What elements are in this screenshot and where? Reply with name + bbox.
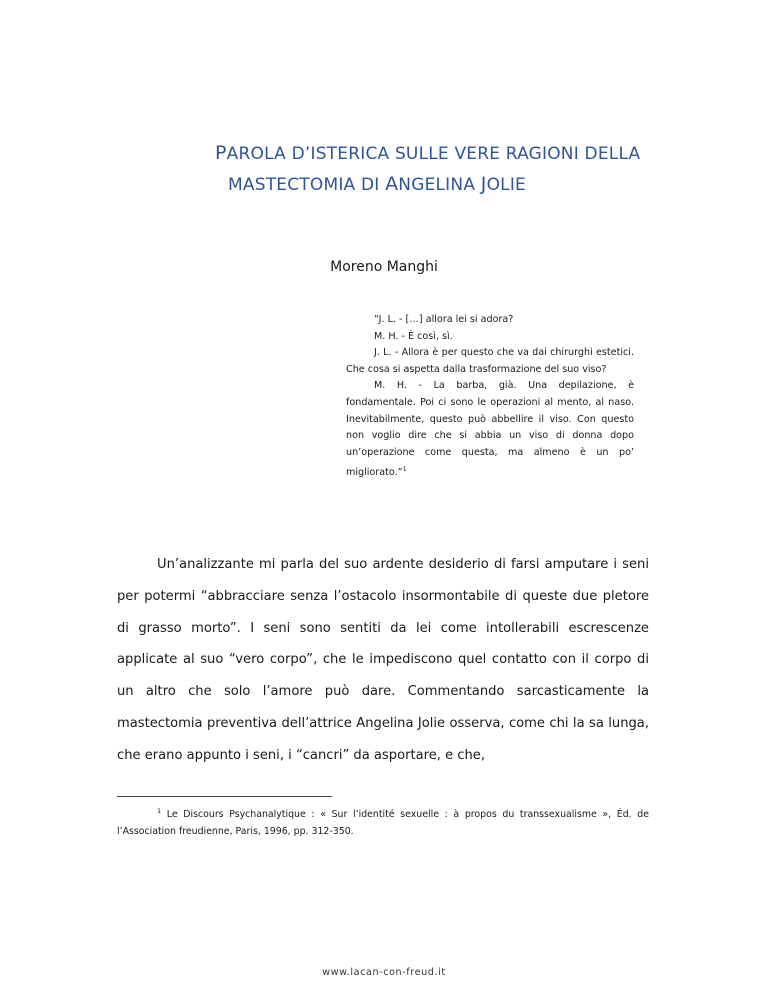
document-title <box>215 138 655 200</box>
epigraph-line: “J. L. - […] allora lei si adora? <box>374 314 514 325</box>
epigraph-quote <box>346 312 634 482</box>
footnote-separator <box>117 796 332 797</box>
epigraph-line: M. H. - È così, sì. <box>374 330 453 342</box>
body-paragraph: Un’analizzante mi parla del suo ardente desiderio di farsi amputare i seni per potermi “abbracciare senza l’ostacolo insormontabile di queste due pletore di grasso morto”. I seni sono sentiti da lei come intollerabili escrescenze applicate al suo “vero corpo”, che le impediscono quel contatto con il corpo di un altro che solo l’amore può dare. Commentando sarcasticamente la mastectomia preventiva dell’attrice Angelina Jolie osserva, come chi la sa lunga, che erano appunto i seni, i “cancri” da asportare, e che, <box>117 557 649 763</box>
author-name: Moreno Manghi <box>330 259 438 275</box>
footnote <box>117 803 649 840</box>
footnote-text: Le Discours Psychanalytique : « Sur l’identité sexuelle : à propos du transsexualisme », Éd. de l’Association freudienne, Paris, 1996, pp. 312-350. <box>117 809 649 837</box>
epigraph-line: J. L. - Allora è per questo che va dai chirurghi estetici. Che cosa si aspetta dalla trasformazione del suo viso? <box>346 347 634 375</box>
epigraph-line-last: M. H. - La barba, già. Una depilazione, è fondamentale. Poi ci sono le operazioni al mento, al naso. Inevitabilmente, questo può abbellire il viso. Con questo non voglio dire che si abbia un viso di donna dopo un’operazione come questa, ma almeno è un po’ migliorato.”$^1$ <box>346 380 634 479</box>
title-line-1: PAROLA D’ISTERICA SULLE VERE RAGIONI DELLA <box>215 142 641 164</box>
footer-website[interactable]: www.lacan-con-freud.it <box>322 967 446 978</box>
footnote-reference[interactable]: 1 <box>402 465 407 474</box>
title-line-2: MASTECTOMIA DI ANGELINA JOLIE <box>228 173 526 195</box>
footnote-number: 1 <box>157 807 162 815</box>
